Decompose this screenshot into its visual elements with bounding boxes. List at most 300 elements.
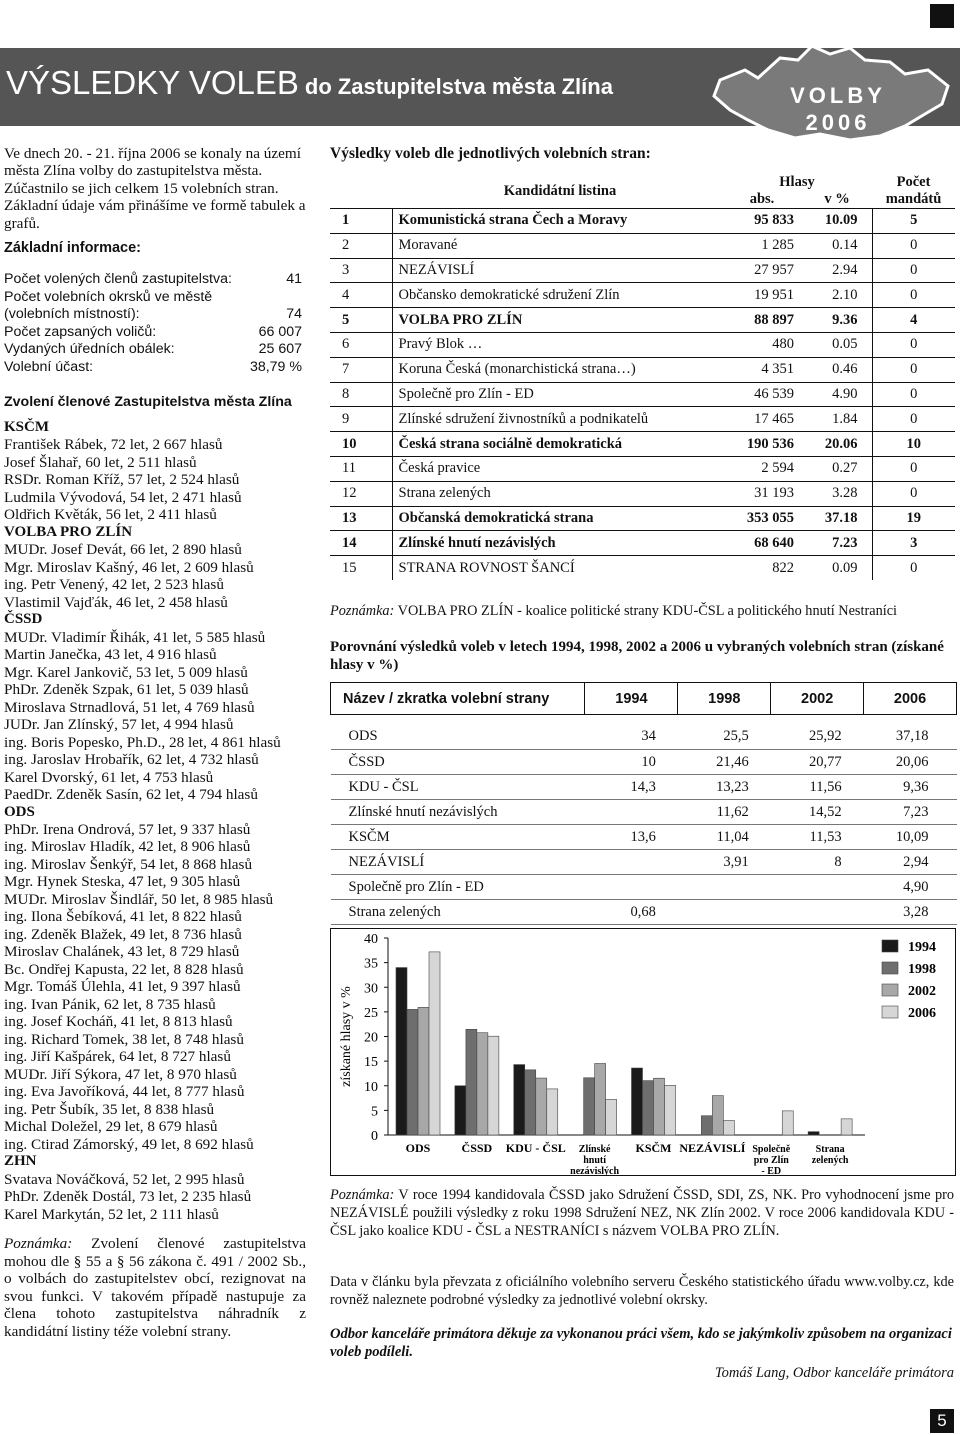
cmp-value: 37,18: [864, 725, 957, 750]
cell-name: VOLBA PRO ZLÍN: [392, 308, 722, 333]
cell-name: Česká pravice: [392, 456, 722, 481]
cmp-value: [771, 875, 864, 900]
footer-note: [330, 1186, 954, 1240]
cmp-party: Strana zelených: [331, 900, 585, 925]
candidate: Mgr. Miroslav Kašný, 46 let, 2 609 hlasů: [4, 558, 254, 576]
chart-bar: [841, 1119, 852, 1135]
candidate: Josef Šlahař, 60 let, 2 511 hlasů: [4, 453, 197, 471]
chart-bar: [396, 968, 407, 1135]
cell-seats: 0: [872, 556, 955, 581]
cell-abs: 190 536: [722, 432, 802, 457]
cell-name: Občanská demokratická strana: [392, 506, 722, 531]
comparison-header-row: [331, 683, 957, 715]
x-tick-label: NEZÁVISLÍ: [679, 1141, 746, 1155]
table-row: [331, 750, 957, 775]
chart-bar: [665, 1085, 676, 1135]
cell-name: Moravané: [392, 233, 722, 258]
chart-bar: [536, 1078, 547, 1135]
intro-text: Ve dnech 20. - 21. října 2006 se konaly na území města Zlína volby do zastupitelstva města. Zúčastnilo se jich celkem 15 volebních stran. Základní údaje vám přinášíme ve formě tabulek a grafů.: [4, 145, 306, 232]
cell-name: Komunistická strana Čech a Moravy: [392, 209, 722, 234]
cmp-value: 10,09: [864, 825, 957, 850]
chart-bar: [477, 1033, 488, 1135]
cell-seats: 0: [872, 456, 955, 481]
cmp-value: 20,06: [864, 750, 957, 775]
cell-pct: 2.94: [802, 258, 872, 283]
legend-swatch: [882, 1006, 898, 1018]
y-tick-label: 10: [364, 1079, 378, 1095]
results-header-row-1: [330, 174, 955, 191]
info-row: [4, 289, 306, 307]
results-title: Výsledky voleb dle jednotlivých volebních stran:: [330, 145, 651, 162]
candidate: Michal Doležel, 29 let, 8 679 hlasů: [4, 1118, 218, 1136]
source-text: Data v článku byla převzata z oficiálního volebního serveru Českého statistického úřadu www.volby.cz, kde rovněž naleznete podrobné výsledky za jednotlivé volební okrsky.: [330, 1274, 954, 1308]
candidate: ing. Zdeněk Blažek, 49 let, 8 736 hlasů: [4, 925, 242, 943]
cell-pct: 0.09: [802, 556, 872, 581]
cmp-value: 20,77: [771, 750, 864, 775]
cell-num: 4: [330, 283, 392, 308]
table-row: [330, 233, 955, 258]
candidate: ing. Jiří Kašpárek, 64 let, 8 727 hlasů: [4, 1048, 231, 1066]
cell-num: 2: [330, 233, 392, 258]
y-tick-label: 20: [364, 1030, 378, 1046]
chart-bar: [595, 1063, 606, 1135]
x-tick-label: Společně: [752, 1144, 791, 1155]
x-tick-label: pro Zlín: [753, 1155, 789, 1166]
cmp-value: [678, 900, 771, 925]
table-row: [330, 506, 955, 531]
cell-name: Pravý Blok …: [392, 332, 722, 357]
cmp-value: [771, 900, 864, 925]
cell-seats: 0: [872, 258, 955, 283]
x-tick-label: Strana: [815, 1144, 845, 1155]
info-heading: Základní informace:: [4, 240, 141, 257]
x-tick-label: ČSSD: [461, 1141, 493, 1155]
candidate: Bc. Ondřej Kapusta, 22 let, 8 828 hlasů: [4, 960, 244, 978]
candidate: PhDr. Irena Ondrová, 57 let, 9 337 hlasů: [4, 820, 251, 838]
cell-abs: 68 640: [722, 531, 802, 556]
cmp-value: 21,46: [678, 750, 771, 775]
candidate: ing. Miroslav Hladík, 42 let, 8 906 hlasů: [4, 838, 251, 856]
chart-bar: [712, 1096, 723, 1135]
cell-abs: 4 351: [722, 357, 802, 382]
chart-bar: [584, 1078, 595, 1135]
table-row: [330, 382, 955, 407]
cell-name: Občansko demokratické sdružení Zlín: [392, 283, 722, 308]
info-value: 25 607: [258, 341, 302, 358]
info-list: [4, 271, 306, 376]
chart-bar: [606, 1099, 617, 1135]
chart-bar: [643, 1081, 654, 1135]
cmp-value: 11,04: [678, 825, 771, 850]
cell-abs: 19 951: [722, 283, 802, 308]
candidate: ing. Richard Tomek, 38 let, 8 748 hlasů: [4, 1030, 244, 1048]
chart-bar: [654, 1078, 665, 1135]
candidate: František Rábek, 72 let, 2 667 hlasů: [4, 436, 223, 454]
col-pct-header: v %: [824, 191, 850, 207]
elected-note: [4, 1235, 306, 1340]
info-value: 41: [286, 271, 302, 288]
y-tick-label: 40: [364, 932, 378, 947]
cell-seats: 0: [872, 382, 955, 407]
cmp-value: [585, 875, 678, 900]
cell-abs: 353 055: [722, 506, 802, 531]
cell-pct: 0.46: [802, 357, 872, 382]
table-row: [331, 850, 957, 875]
chart-bar: [407, 1009, 418, 1135]
cmp-value: 4,90: [864, 875, 957, 900]
cell-name: Česká strana sociálně demokratická: [392, 432, 722, 457]
legend-label: 2002: [908, 984, 936, 999]
candidate: PaedDr. Zdeněk Sasín, 62 let, 4 794 hlasů: [4, 786, 258, 804]
candidate: Mgr. Hynek Steska, 47 let, 9 305 hlasů: [4, 873, 241, 891]
legend-swatch: [882, 984, 898, 996]
candidate: ing. Ivan Pánik, 62 let, 8 735 hlasů: [4, 995, 216, 1013]
table-row: [331, 825, 957, 850]
cmp-value: 25,5: [678, 725, 771, 750]
legend-swatch: [882, 940, 898, 952]
candidate: ing. Miroslav Šenkýř, 54 let, 8 868 hlasů: [4, 855, 253, 873]
candidate: Oldřich Květák, 56 let, 2 411 hlasů: [4, 506, 217, 524]
cell-pct: 3.28: [802, 481, 872, 506]
table-row: [330, 407, 955, 432]
col-seats-header-2: mandátů: [885, 191, 942, 207]
cmp-value: [678, 875, 771, 900]
candidate: ing. Eva Javoříková, 44 let, 8 777 hlasů: [4, 1083, 245, 1101]
cmp-header-2002: 2002: [771, 683, 864, 715]
chart-bar: [701, 1116, 712, 1135]
cell-pct: 2.10: [802, 283, 872, 308]
y-tick-label: 25: [364, 1005, 378, 1021]
candidate: ing. Ctirad Zámorský, 49 let, 8 692 hlasů: [4, 1135, 254, 1153]
candidate: MUDr. Josef Devát, 66 let, 2 890 hlasů: [4, 541, 242, 559]
cell-pct: 0.05: [802, 332, 872, 357]
cmp-value: 10: [585, 750, 678, 775]
x-tick-label: KSČM: [635, 1141, 672, 1155]
cmp-value: 0,68: [585, 900, 678, 925]
elected-list: [4, 419, 306, 1224]
cell-abs: 822: [722, 556, 802, 581]
cell-pct: 9.36: [802, 308, 872, 333]
cmp-header-1998: 1998: [678, 683, 771, 715]
info-row: [4, 271, 306, 289]
chart-bar: [429, 952, 440, 1135]
col-list-header: Kandidátní listina: [503, 182, 617, 199]
cell-name: STRANA ROVNOST ŠANCÍ: [392, 556, 722, 581]
info-label: (volebních místností):: [4, 306, 140, 323]
candidate: ing. Ilona Šebíková, 41 let, 8 822 hlasů: [4, 908, 242, 926]
candidate: Mgr. Karel Jankovič, 53 let, 5 009 hlasů: [4, 663, 248, 681]
logo-year: 2006: [805, 110, 871, 135]
info-label: Vydaných úředních obálek:: [4, 341, 175, 358]
cell-seats: 0: [872, 283, 955, 308]
legend-swatch: [882, 962, 898, 974]
table-row: [330, 556, 955, 581]
candidate: ing. Josef Kocháň, 41 let, 8 813 hlasů: [4, 1013, 233, 1031]
info-row: [4, 341, 306, 359]
x-tick-label: ODS: [405, 1141, 431, 1155]
cell-pct: 10.09: [802, 209, 872, 234]
party-heading: KSČM: [4, 418, 49, 435]
info-value: 66 007: [258, 323, 302, 340]
chart-bar: [723, 1121, 734, 1135]
cmp-value: 13,6: [585, 825, 678, 850]
cmp-party: ČSSD: [331, 750, 585, 775]
note-label: Poznámka:: [330, 603, 395, 619]
info-label: Počet zapsaných voličů:: [4, 323, 157, 340]
cell-name: Společně pro Zlín - ED: [392, 382, 722, 407]
chart-bar: [632, 1068, 643, 1135]
candidate: Miroslava Strnadlová, 51 let, 4 769 hlasů: [4, 698, 255, 716]
candidate: Karel Dvorský, 61 let, 4 753 hlasů: [4, 768, 214, 786]
chart-bar: [514, 1065, 525, 1135]
cell-num: 9: [330, 407, 392, 432]
legend-label: 2006: [908, 1006, 936, 1021]
cmp-party: KSČM: [331, 825, 585, 850]
table-row: [331, 725, 957, 750]
results-note: [330, 603, 960, 620]
candidate: ing. Boris Popesko, Ph.D., 28 let, 4 861 hlasů: [4, 733, 281, 751]
x-tick-label: KDU - ČSL: [505, 1141, 566, 1155]
cell-num: 15: [330, 556, 392, 581]
cell-abs: 95 833: [722, 209, 802, 234]
candidate: ing. Jaroslav Hrobařík, 62 let, 4 732 hlasů: [4, 751, 259, 769]
cmp-header-2006: 2006: [864, 683, 957, 715]
table-row: [330, 456, 955, 481]
table-row: [330, 357, 955, 382]
cell-abs: 88 897: [722, 308, 802, 333]
cmp-party: Zlínské hnutí nezávislých: [331, 800, 585, 825]
cmp-value: 8: [771, 850, 864, 875]
y-axis-label: získané hlasy v %: [339, 986, 354, 1087]
cell-seats: 0: [872, 332, 955, 357]
y-tick-label: 15: [364, 1055, 378, 1071]
cell-seats: 3: [872, 531, 955, 556]
chart-bar: [547, 1089, 558, 1135]
author: Tomáš Lang, Odbor kanceláře primátora: [714, 1365, 954, 1381]
info-value: 38,79 %: [249, 358, 302, 375]
candidate: ing. Petr Šubík, 35 let, 8 838 hlasů: [4, 1100, 215, 1118]
y-tick-label: 5: [371, 1104, 378, 1120]
title-main: VÝSLEDKY VOLEB: [6, 64, 299, 101]
cell-num: 13: [330, 506, 392, 531]
chart-bar: [418, 1007, 429, 1135]
cmp-party: Společně pro Zlín - ED: [331, 875, 585, 900]
cell-num: 10: [330, 432, 392, 457]
candidate: Karel Markytán, 52 let, 2 111 hlasů: [4, 1205, 219, 1223]
table-row: [330, 432, 955, 457]
info-row: [4, 306, 306, 324]
x-tick-label: Zlínské: [578, 1144, 611, 1155]
party-heading: ODS: [4, 803, 35, 820]
cell-num: 7: [330, 357, 392, 382]
info-value: 74: [286, 306, 302, 323]
comparison-table: [330, 682, 957, 925]
comparison-title: Porovnání výsledků voleb v letech 1994, 1998, 2002 a 2006 u vybraných volebních stran (získané hlasy v %): [330, 639, 944, 673]
candidate: ing. Petr Venený, 42 let, 2 523 hlasů: [4, 576, 224, 594]
party-heading: ČSSD: [4, 611, 43, 628]
cell-pct: 20.06: [802, 432, 872, 457]
table-row: [331, 775, 957, 800]
cell-abs: 27 957: [722, 258, 802, 283]
cell-num: 14: [330, 531, 392, 556]
cell-pct: 1.84: [802, 407, 872, 432]
info-label: Počet volebních okrsků ve městě: [4, 288, 213, 305]
cmp-value: [585, 800, 678, 825]
candidate: Miroslav Chalánek, 43 let, 8 729 hlasů: [4, 943, 240, 961]
candidate: MUDr. Miroslav Šindlář, 50 let, 8 985 hlasů: [4, 890, 274, 908]
table-row: [330, 481, 955, 506]
cell-num: 5: [330, 308, 392, 333]
chart-bar: [808, 1132, 819, 1135]
cmp-value: 11,53: [771, 825, 864, 850]
party-heading: VOLBA PRO ZLÍN: [4, 523, 133, 540]
cmp-value: 13,23: [678, 775, 771, 800]
cmp-value: 25,92: [771, 725, 864, 750]
cell-num: 11: [330, 456, 392, 481]
cell-abs: 31 193: [722, 481, 802, 506]
candidate: Mgr. Tomáš Úlehla, 41 let, 9 397 hlasů: [4, 978, 241, 996]
note-label: Poznámka:: [4, 1235, 73, 1253]
legend-label: 1994: [908, 940, 936, 955]
cmp-value: 3,28: [864, 900, 957, 925]
cmp-value: 7,23: [864, 800, 957, 825]
chart-bar: [525, 1070, 536, 1135]
left-column: [4, 145, 306, 1340]
logo-word: VOLBY: [790, 83, 886, 108]
cell-num: 6: [330, 332, 392, 357]
note-text: V roce 1994 kandidovala ČSSD jako Sdružení ČSSD, SDI, ZS, NK. Pro vyhodnocení jsme pro NEZÁVISLÉ použili výsledky z roku 1998 Sdružení NEZ, NK Zlín 2002. V roce 2006 kandidovala KDU - ČSL jako koalice KDU - ČSL a NESTRANÍCI s názvem VOLBA PRO ZLÍN.: [330, 1187, 954, 1239]
table-row: [331, 800, 957, 825]
table-row: [330, 332, 955, 357]
cell-seats: 10: [872, 432, 955, 457]
x-tick-label: nezávislých: [570, 1166, 620, 1176]
candidate: Martin Janečka, 43 let, 4 916 hlasů: [4, 646, 217, 664]
cell-pct: 0.27: [802, 456, 872, 481]
note-label: Poznámka:: [330, 1187, 395, 1203]
chart-bar: [782, 1111, 793, 1135]
table-row: [331, 875, 957, 900]
cell-seats: 0: [872, 233, 955, 258]
cell-seats: 5: [872, 209, 955, 234]
table-row: [331, 900, 957, 925]
table-row: [330, 258, 955, 283]
table-row: [330, 308, 955, 333]
cmp-value: 9,36: [864, 775, 957, 800]
cmp-value: [585, 850, 678, 875]
cmp-party: KDU - ČSL: [331, 775, 585, 800]
cell-abs: 46 539: [722, 382, 802, 407]
candidate: JUDr. Jan Zlínský, 57 let, 4 994 hlasů: [4, 716, 234, 734]
volby-logo: [700, 40, 960, 150]
chart-bar: [455, 1086, 466, 1135]
cmp-party: NEZÁVISLÍ: [331, 850, 585, 875]
cell-seats: 4: [872, 308, 955, 333]
y-tick-label: 30: [364, 981, 378, 997]
cell-name: NEZÁVISLÍ: [392, 258, 722, 283]
legend-label: 1998: [908, 962, 936, 977]
page-title: [6, 64, 613, 102]
chart-bar: [466, 1029, 477, 1135]
info-label: Volební účast:: [4, 358, 94, 375]
x-tick-label: zelených: [811, 1155, 849, 1166]
x-tick-label: hnutí: [583, 1155, 607, 1166]
cell-name: Zlínské sdružení živnostníků a podnikatelů: [392, 407, 722, 432]
chart-bar: [488, 1036, 499, 1135]
candidate: Vlastimil Vajďák, 46 let, 2 458 hlasů: [4, 593, 228, 611]
right-column: [330, 145, 956, 163]
cell-name: Strana zelených: [392, 481, 722, 506]
y-tick-label: 35: [364, 956, 378, 972]
candidate: Svatava Nováčková, 52 let, 2 995 hlasů: [4, 1170, 245, 1188]
cell-abs: 1 285: [722, 233, 802, 258]
cmp-header-name: Název / zkratka volební strany: [331, 683, 585, 715]
cell-pct: 37.18: [802, 506, 872, 531]
comparison-chart: [330, 928, 956, 1176]
cell-seats: 0: [872, 357, 955, 382]
note-text: Zvolení členové zastupitelstva mohou dle § 55 a § 56 zákona č. 491 / 2002 Sb., o volbách do zastupitelstev obcí, rezignovat na svou funkci. V takovém případě nastupuje za člena tohoto zastupitelstva náhradník z kandidátní listiny téže volební strany.: [4, 1235, 306, 1340]
cmp-value: 11,62: [678, 800, 771, 825]
candidate: Ludmila Vývodová, 54 let, 2 471 hlasů: [4, 488, 242, 506]
candidate: RSDr. Roman Kříž, 57 let, 2 524 hlasů: [4, 471, 240, 489]
cell-abs: 480: [722, 332, 802, 357]
cell-pct: 7.23: [802, 531, 872, 556]
table-row: [330, 531, 955, 556]
cell-name: Zlínské hnutí nezávislých: [392, 531, 722, 556]
cmp-party: ODS: [331, 725, 585, 750]
cell-pct: 4.90: [802, 382, 872, 407]
info-row: [4, 359, 306, 377]
cell-name: Koruna Česká (monarchistická strana…): [392, 357, 722, 382]
page-number: 5: [930, 1409, 954, 1433]
cmp-value: 14,52: [771, 800, 864, 825]
cell-num: 12: [330, 481, 392, 506]
cell-num: 8: [330, 382, 392, 407]
cmp-header-1994: 1994: [585, 683, 678, 715]
cmp-value: 2,94: [864, 850, 957, 875]
x-tick-label: - ED: [761, 1166, 782, 1176]
table-row: [330, 283, 955, 308]
cell-abs: 2 594: [722, 456, 802, 481]
info-row: [4, 324, 306, 342]
candidate: MUDr. Vladimír Řihák, 41 let, 5 585 hlasů: [4, 628, 266, 646]
col-seats-header-1: Počet: [896, 174, 931, 190]
note-text: VOLBA PRO ZLÍN - koalice politické strany KDU-ČSL a politického hnutí Nestraníci: [394, 603, 898, 619]
corner-marker: [930, 4, 954, 28]
results-table: [330, 174, 955, 580]
cmp-value: 3,91: [678, 850, 771, 875]
col-votes-header: Hlasy: [779, 174, 815, 190]
cell-seats: 0: [872, 481, 955, 506]
cmp-value: 14,3: [585, 775, 678, 800]
title-sub: do Zastupitelstva města Zlína: [304, 74, 613, 99]
cell-seats: 19: [872, 506, 955, 531]
cmp-value: 34: [585, 725, 678, 750]
col-abs-header: abs.: [749, 191, 775, 207]
candidate: PhDr. Zdeněk Dostál, 73 let, 2 235 hlasů: [4, 1188, 252, 1206]
cmp-value: 11,56: [771, 775, 864, 800]
y-tick-label: 0: [371, 1129, 378, 1144]
thanks-text: Odbor kanceláře primátora děkuje za vykonanou práci všem, kdo se jakýmkoliv způsobem na organizaci voleb podíleli.: [330, 1326, 952, 1360]
party-heading: ZHN: [4, 1153, 37, 1170]
table-row: [330, 209, 955, 234]
info-label: Počet volených členů zastupitelstva:: [4, 271, 232, 288]
cell-pct: 0.14: [802, 233, 872, 258]
candidate: MUDr. Jiří Sýkora, 47 let, 8 970 hlasů: [4, 1065, 237, 1083]
cell-abs: 17 465: [722, 407, 802, 432]
candidate: PhDr. Zdeněk Szpak, 61 let, 5 039 hlasů: [4, 681, 249, 699]
cell-num: 3: [330, 258, 392, 283]
elected-heading: Zvolení členové Zastupitelstva města Zlína: [4, 394, 292, 411]
